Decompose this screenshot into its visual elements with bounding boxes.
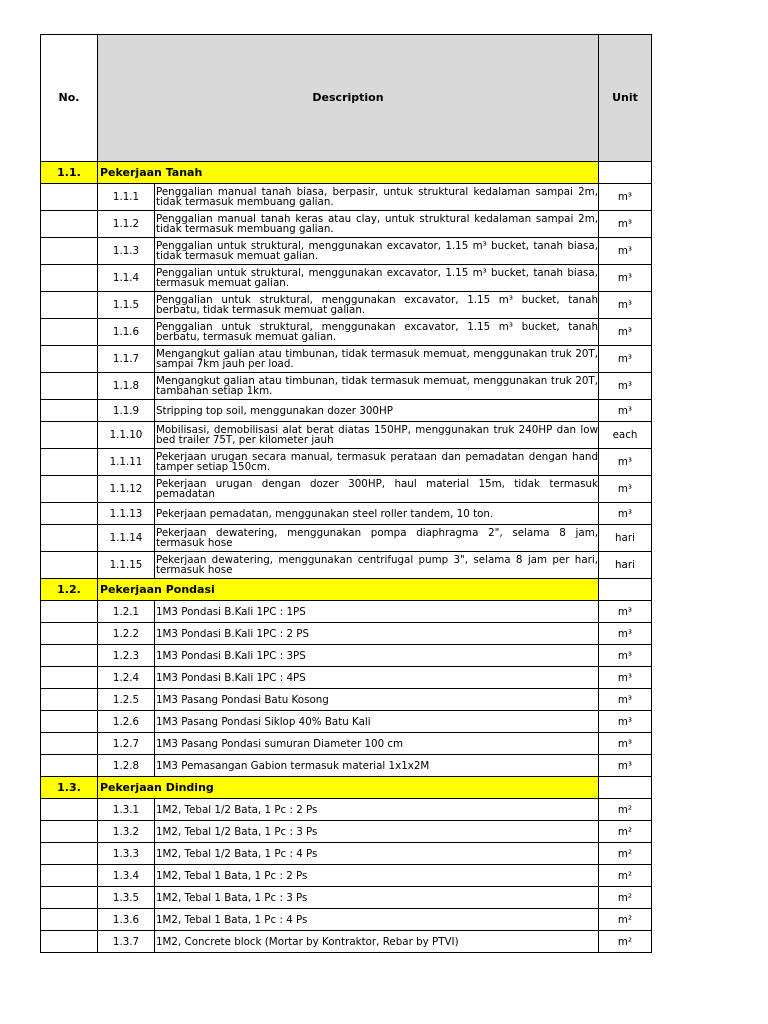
table-row bbox=[41, 422, 652, 449]
item-unit: hari bbox=[599, 525, 652, 552]
table-row bbox=[41, 601, 652, 623]
table-row bbox=[41, 184, 652, 211]
item-description: 1M2, Tebal 1 Bata, 1 Pc : 3 Ps bbox=[155, 887, 599, 909]
item-number: 1.1.8 bbox=[98, 373, 155, 400]
item-number: 1.2.4 bbox=[98, 667, 155, 689]
table-row bbox=[41, 645, 652, 667]
item-number: 1.3.1 bbox=[98, 799, 155, 821]
row-indent-cell bbox=[41, 645, 98, 667]
table-row bbox=[41, 238, 652, 265]
item-number: 1.3.5 bbox=[98, 887, 155, 909]
row-indent-cell bbox=[41, 755, 98, 777]
item-description: 1M3 Pondasi B.Kali 1PC : 1PS bbox=[155, 601, 599, 623]
item-description: 1M2, Concrete block (Mortar by Kontraktor, Rebar by PTVI) bbox=[155, 931, 599, 953]
item-description: Mengangkut galian atau timbunan, tidak termasuk memuat, menggunakan truk 20T, sampai 7km jauh per load. bbox=[155, 346, 599, 373]
item-number: 1.3.7 bbox=[98, 931, 155, 953]
table-row bbox=[41, 525, 652, 552]
item-unit: m³ bbox=[599, 292, 652, 319]
item-description: 1M2, Tebal 1/2 Bata, 1 Pc : 2 Ps bbox=[155, 799, 599, 821]
section-row bbox=[41, 777, 652, 799]
item-description: Pekerjaan dewatering, menggunakan pompa diaphragma 2", selama 8 jam, termasuk hose bbox=[155, 525, 599, 552]
item-number: 1.2.1 bbox=[98, 601, 155, 623]
item-description: Mengangkut galian atau timbunan, tidak termasuk memuat, menggunakan truk 20T, tambahan setiap 1km. bbox=[155, 373, 599, 400]
item-unit: m³ bbox=[599, 667, 652, 689]
row-indent-cell bbox=[41, 689, 98, 711]
item-description: 1M3 Pondasi B.Kali 1PC : 4PS bbox=[155, 667, 599, 689]
item-description: Pekerjaan dewatering, menggunakan centrifugal pump 3", selama 8 jam per hari, termasuk hose bbox=[155, 552, 599, 579]
item-number: 1.2.5 bbox=[98, 689, 155, 711]
item-unit: m³ bbox=[599, 711, 652, 733]
table-row bbox=[41, 373, 652, 400]
item-unit: m³ bbox=[599, 733, 652, 755]
item-description: Stripping top soil, menggunakan dozer 300HP bbox=[155, 400, 599, 422]
item-description: 1M3 Pasang Pondasi Siklop 40% Batu Kali bbox=[155, 711, 599, 733]
item-number: 1.1.13 bbox=[98, 503, 155, 525]
section-number: 1.3. bbox=[41, 777, 98, 799]
item-unit: m³ bbox=[599, 449, 652, 476]
table-row bbox=[41, 865, 652, 887]
row-indent-cell bbox=[41, 184, 98, 211]
table-header-row bbox=[41, 35, 652, 162]
row-indent-cell bbox=[41, 373, 98, 400]
item-number: 1.1.9 bbox=[98, 400, 155, 422]
table-row bbox=[41, 346, 652, 373]
item-number: 1.1.10 bbox=[98, 422, 155, 449]
row-indent-cell bbox=[41, 887, 98, 909]
item-unit: m² bbox=[599, 821, 652, 843]
row-indent-cell bbox=[41, 552, 98, 579]
table-row bbox=[41, 931, 652, 953]
item-description: Penggalian untuk struktural, menggunakan excavator, 1.15 m³ bucket, tanah biasa, tidak termasuk memuat galian. bbox=[155, 238, 599, 265]
table-row bbox=[41, 211, 652, 238]
row-indent-cell bbox=[41, 525, 98, 552]
item-number: 1.3.3 bbox=[98, 843, 155, 865]
row-indent-cell bbox=[41, 346, 98, 373]
row-indent-cell bbox=[41, 601, 98, 623]
item-unit: m³ bbox=[599, 755, 652, 777]
item-unit: m² bbox=[599, 843, 652, 865]
row-indent-cell bbox=[41, 931, 98, 953]
item-number: 1.1.15 bbox=[98, 552, 155, 579]
item-unit: each bbox=[599, 422, 652, 449]
section-row bbox=[41, 162, 652, 184]
table-row bbox=[41, 689, 652, 711]
row-indent-cell bbox=[41, 238, 98, 265]
row-indent-cell bbox=[41, 265, 98, 292]
item-description: 1M2, Tebal 1/2 Bata, 1 Pc : 4 Ps bbox=[155, 843, 599, 865]
item-number: 1.3.6 bbox=[98, 909, 155, 931]
item-unit: hari bbox=[599, 552, 652, 579]
item-number: 1.1.7 bbox=[98, 346, 155, 373]
item-number: 1.1.4 bbox=[98, 265, 155, 292]
item-unit: m³ bbox=[599, 319, 652, 346]
item-description: 1M3 Pondasi B.Kali 1PC : 2 PS bbox=[155, 623, 599, 645]
work-items-table bbox=[40, 34, 652, 953]
row-indent-cell bbox=[41, 422, 98, 449]
item-unit: m³ bbox=[599, 184, 652, 211]
item-description: Mobilisasi, demobilisasi alat berat diatas 150HP, menggunakan truk 240HP dan low bed trailer 75T, per kilometer jauh bbox=[155, 422, 599, 449]
table-row bbox=[41, 821, 652, 843]
item-description: Penggalian untuk struktural, menggunakan excavator, 1.15 m³ bucket, tanah berbatu, termasuk memuat galian. bbox=[155, 319, 599, 346]
section-number: 1.1. bbox=[41, 162, 98, 184]
item-number: 1.1.3 bbox=[98, 238, 155, 265]
table-row bbox=[41, 503, 652, 525]
item-description: 1M3 Pemasangan Gabion termasuk material 1x1x2M bbox=[155, 755, 599, 777]
section-unit-cell bbox=[599, 579, 652, 601]
item-unit: m² bbox=[599, 887, 652, 909]
item-unit: m³ bbox=[599, 689, 652, 711]
table-body bbox=[41, 162, 652, 953]
item-number: 1.1.14 bbox=[98, 525, 155, 552]
header-description: Description bbox=[98, 35, 599, 162]
item-unit: m² bbox=[599, 799, 652, 821]
row-indent-cell bbox=[41, 623, 98, 645]
item-unit: m³ bbox=[599, 238, 652, 265]
item-description: 1M2, Tebal 1 Bata, 1 Pc : 2 Ps bbox=[155, 865, 599, 887]
item-number: 1.2.7 bbox=[98, 733, 155, 755]
table-row bbox=[41, 711, 652, 733]
item-description: 1M3 Pondasi B.Kali 1PC : 3PS bbox=[155, 645, 599, 667]
row-indent-cell bbox=[41, 503, 98, 525]
table-row bbox=[41, 667, 652, 689]
row-indent-cell bbox=[41, 843, 98, 865]
item-description: Penggalian manual tanah keras atau clay, untuk struktural kedalaman sampai 2m, tidak termasuk membuang galian. bbox=[155, 211, 599, 238]
item-description: 1M2, Tebal 1 Bata, 1 Pc : 4 Ps bbox=[155, 909, 599, 931]
item-number: 1.1.1 bbox=[98, 184, 155, 211]
row-indent-cell bbox=[41, 799, 98, 821]
item-unit: m³ bbox=[599, 601, 652, 623]
section-number: 1.2. bbox=[41, 579, 98, 601]
table-row bbox=[41, 476, 652, 503]
item-unit: m³ bbox=[599, 265, 652, 292]
table-row bbox=[41, 909, 652, 931]
item-number: 1.1.5 bbox=[98, 292, 155, 319]
header-unit: Unit bbox=[599, 35, 652, 162]
item-description: Penggalian untuk struktural, menggunakan excavator, 1.15 m³ bucket, tanah berbatu, tidak termasuk memuat galian. bbox=[155, 292, 599, 319]
item-number: 1.1.2 bbox=[98, 211, 155, 238]
item-unit: m³ bbox=[599, 211, 652, 238]
item-number: 1.1.12 bbox=[98, 476, 155, 503]
row-indent-cell bbox=[41, 449, 98, 476]
row-indent-cell bbox=[41, 211, 98, 238]
row-indent-cell bbox=[41, 711, 98, 733]
section-title: Pekerjaan Tanah bbox=[98, 162, 599, 184]
item-number: 1.2.8 bbox=[98, 755, 155, 777]
section-row bbox=[41, 579, 652, 601]
item-description: Pekerjaan urugan dengan dozer 300HP, haul material 15m, tidak termasuk pemadatan bbox=[155, 476, 599, 503]
table-row bbox=[41, 733, 652, 755]
row-indent-cell bbox=[41, 292, 98, 319]
table-row bbox=[41, 843, 652, 865]
item-description: 1M3 Pasang Pondasi sumuran Diameter 100 cm bbox=[155, 733, 599, 755]
item-description: Penggalian untuk struktural, menggunakan excavator, 1.15 m³ bucket, tanah biasa, termasuk memuat galian. bbox=[155, 265, 599, 292]
table-row bbox=[41, 319, 652, 346]
table-row bbox=[41, 552, 652, 579]
item-number: 1.2.6 bbox=[98, 711, 155, 733]
item-number: 1.2.3 bbox=[98, 645, 155, 667]
section-unit-cell bbox=[599, 777, 652, 799]
table-row bbox=[41, 755, 652, 777]
table-row bbox=[41, 623, 652, 645]
item-description: Pekerjaan urugan secara manual, termasuk perataan dan pemadatan dengan hand tamper setiap 150cm. bbox=[155, 449, 599, 476]
header-no: No. bbox=[41, 35, 98, 162]
item-unit: m³ bbox=[599, 623, 652, 645]
item-number: 1.1.6 bbox=[98, 319, 155, 346]
item-unit: m³ bbox=[599, 645, 652, 667]
table-row bbox=[41, 400, 652, 422]
row-indent-cell bbox=[41, 319, 98, 346]
table-row bbox=[41, 292, 652, 319]
item-description: Penggalian manual tanah biasa, berpasir, untuk struktural kedalaman sampai 2m, tidak termasuk membuang galian. bbox=[155, 184, 599, 211]
row-indent-cell bbox=[41, 865, 98, 887]
item-unit: m³ bbox=[599, 400, 652, 422]
item-unit: m³ bbox=[599, 346, 652, 373]
item-description: Pekerjaan pemadatan, menggunakan steel roller tandem, 10 ton. bbox=[155, 503, 599, 525]
row-indent-cell bbox=[41, 821, 98, 843]
item-unit: m² bbox=[599, 931, 652, 953]
item-number: 1.3.4 bbox=[98, 865, 155, 887]
item-unit: m³ bbox=[599, 503, 652, 525]
section-unit-cell bbox=[599, 162, 652, 184]
section-title: Pekerjaan Pondasi bbox=[98, 579, 599, 601]
item-unit: m³ bbox=[599, 476, 652, 503]
table-row bbox=[41, 449, 652, 476]
item-unit: m³ bbox=[599, 373, 652, 400]
row-indent-cell bbox=[41, 476, 98, 503]
table-row bbox=[41, 799, 652, 821]
row-indent-cell bbox=[41, 400, 98, 422]
table-row bbox=[41, 265, 652, 292]
row-indent-cell bbox=[41, 667, 98, 689]
item-number: 1.1.11 bbox=[98, 449, 155, 476]
item-description: 1M3 Pasang Pondasi Batu Kosong bbox=[155, 689, 599, 711]
item-unit: m² bbox=[599, 865, 652, 887]
item-unit: m² bbox=[599, 909, 652, 931]
row-indent-cell bbox=[41, 909, 98, 931]
row-indent-cell bbox=[41, 733, 98, 755]
item-number: 1.3.2 bbox=[98, 821, 155, 843]
section-title: Pekerjaan Dinding bbox=[98, 777, 599, 799]
table-row bbox=[41, 887, 652, 909]
item-description: 1M2, Tebal 1/2 Bata, 1 Pc : 3 Ps bbox=[155, 821, 599, 843]
item-number: 1.2.2 bbox=[98, 623, 155, 645]
